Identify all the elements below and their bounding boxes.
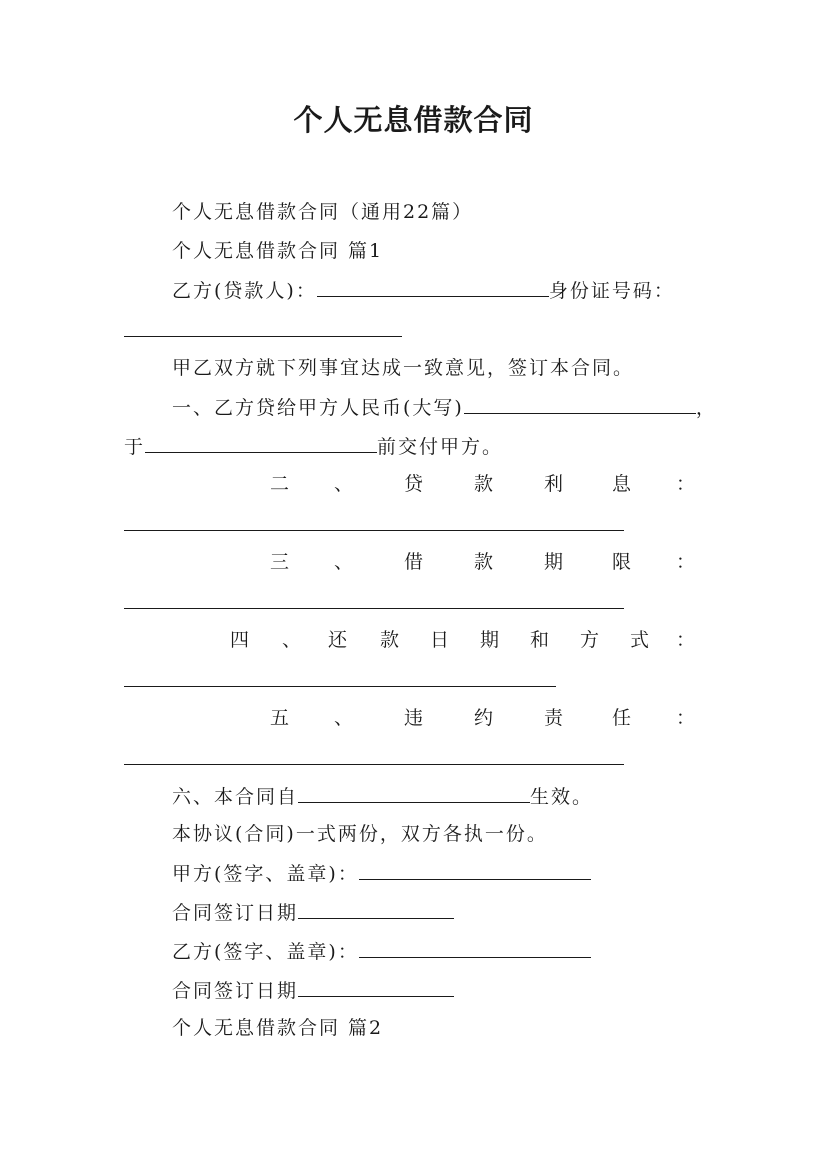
clause6-line [172,784,593,809]
lender-line [172,278,675,303]
liability-blank[interactable] [124,764,624,765]
document-title: 个人无息借款合同 [293,103,534,137]
loan-term-blank[interactable] [124,608,624,609]
id-number-blank[interactable] [124,336,402,337]
clause4-char: 式 [630,629,650,651]
clause3-char: 借 [404,551,424,573]
effective-date-blank[interactable] [298,784,530,803]
clause3-char: 期 [544,551,564,573]
party-b-sign-blank[interactable] [359,939,591,958]
clause5-char: 五 [270,707,290,729]
lender-name-blank[interactable] [317,278,549,297]
sign-date-label-1: 合同签订日期 [172,902,299,924]
clause4-char: 和 [530,629,550,651]
sign-date-blank-2[interactable] [298,978,454,997]
clause1-comma: ， [695,397,717,419]
clause4-char: 方 [580,629,600,651]
part2-heading: 个人无息借款合同 篇2 [172,1017,384,1039]
clause6-effective-text: 生效。 [530,786,594,808]
clause1-by-label: 于 [124,436,146,458]
part1-heading: 个人无息借款合同 篇1 [172,240,384,262]
clause4-char: 还 [328,629,348,651]
party-a-sign-line [172,861,591,886]
clause4-char: 四 [230,629,250,651]
sign-date-line-2 [172,978,454,1003]
clause1-delivery-text: 前交付甲方。 [377,436,504,458]
clause4-char: ： [676,629,696,651]
clause2-char: 、 [334,473,354,495]
clause5-char: 责 [544,707,564,729]
clause5-char: 违 [404,707,424,729]
clause1-line2 [124,434,503,459]
clause4-char: 期 [480,629,500,651]
clause4-char: 、 [282,629,302,651]
document-subtitle: 个人无息借款合同（通用22篇） [172,201,474,223]
sign-date-label-2: 合同签订日期 [172,980,299,1002]
clause3-char: ： [676,551,696,573]
party-b-sign-line [172,939,591,964]
clause2-char: 二 [270,473,290,495]
clause1-line1 [172,395,717,420]
amount-blank[interactable] [464,395,696,414]
agreement-text: 甲乙双方就下列事宜达成一致意见，签订本合同。 [172,357,635,379]
repayment-blank[interactable] [124,686,556,687]
clause4-char: 款 [380,629,400,651]
clause5-char: 、 [334,707,354,729]
copies-text: 本协议(合同)一式两份，双方各执一份。 [172,823,548,845]
clause2-char: 息 [612,473,632,495]
party-a-sign-blank[interactable] [359,861,591,880]
clause4-char: 日 [430,629,450,651]
id-label: 身份证号码： [548,280,675,302]
clause3-char: 、 [334,551,354,573]
party-b-sign-label: 乙方(签字、盖章)： [172,941,359,963]
clause5-char: 约 [474,707,494,729]
clause2-char: 款 [474,473,494,495]
clause1-text: 一、乙方贷给甲方人民币(大写) [172,397,464,419]
clause5-char: ： [676,707,696,729]
party-a-sign-label: 甲方(签字、盖章)： [172,863,359,885]
clause2-char: ： [676,473,696,495]
lender-label: 乙方(贷款人)： [172,280,317,302]
clause2-char: 贷 [404,473,424,495]
clause6-text: 六、本合同自 [172,786,299,808]
interest-blank[interactable] [124,530,624,531]
clause3-char: 三 [270,551,290,573]
clause2-char: 利 [544,473,564,495]
clause5-char: 任 [612,707,632,729]
delivery-date-blank[interactable] [145,434,377,453]
sign-date-line-1 [172,900,454,925]
clause3-char: 限 [612,551,632,573]
sign-date-blank-1[interactable] [298,900,454,919]
clause3-char: 款 [474,551,494,573]
